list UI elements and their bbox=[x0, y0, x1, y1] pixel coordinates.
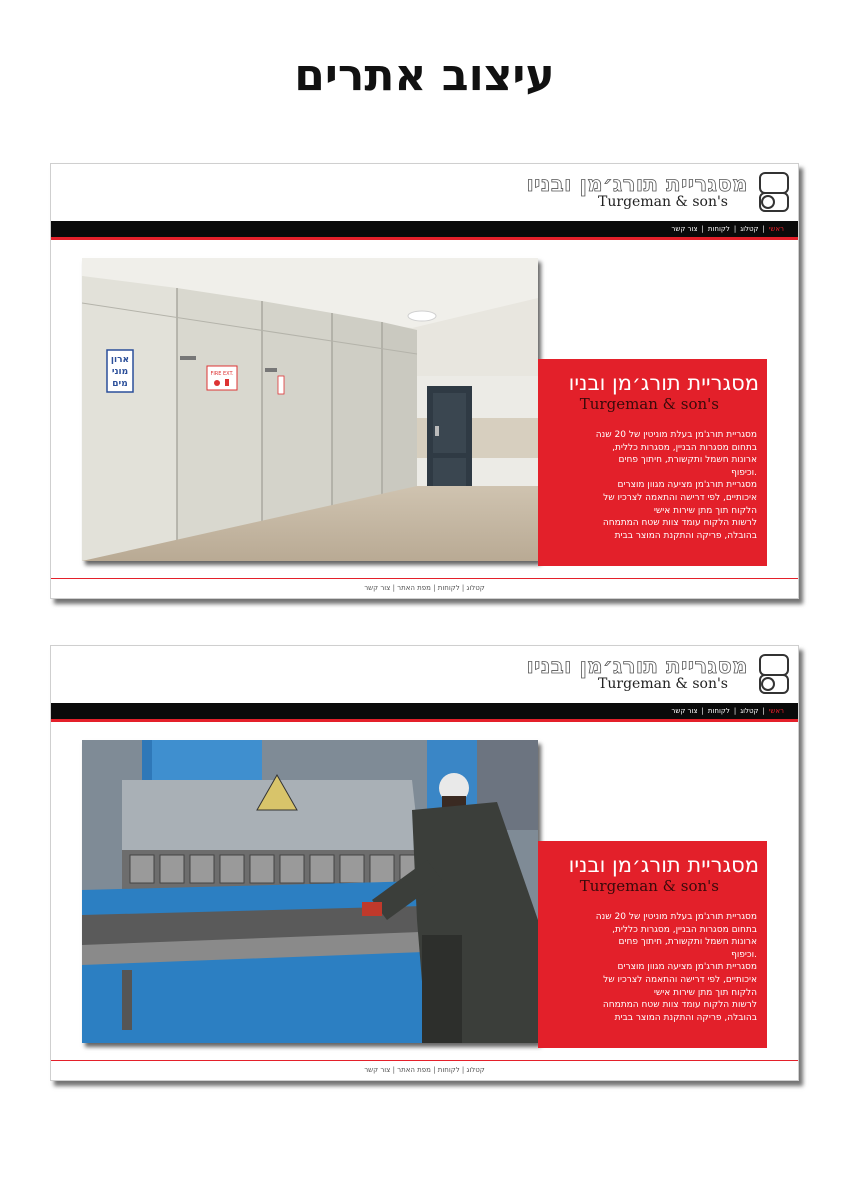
logo-icon bbox=[758, 171, 790, 213]
nav-home[interactable]: ראשי bbox=[768, 225, 784, 233]
website-mockup-2 bbox=[50, 645, 799, 1081]
description-line: הלקוח תוך מתן שירות אישי bbox=[653, 987, 757, 998]
sign-line: ארון bbox=[110, 355, 130, 365]
brand-name-hebrew[interactable]: מסגריית תורג׳מן ובניו bbox=[526, 172, 748, 196]
description-line: לרשות הלקוח עומד צוות שטח המתמחה bbox=[602, 1000, 757, 1011]
description-line: בהובלה, פריקה והתקנת המוצר בבית bbox=[614, 530, 757, 541]
brand-name-english[interactable]: Turgeman & son's bbox=[598, 194, 728, 210]
footer-link-catalog[interactable]: קטלוג bbox=[466, 1066, 485, 1074]
brand-name-hebrew[interactable]: מסגריית תורג׳מן ובניו bbox=[526, 654, 748, 678]
footer-link-clients[interactable]: לקוחות bbox=[437, 584, 460, 592]
nav-home[interactable]: ראשי bbox=[768, 707, 784, 715]
site-header bbox=[51, 646, 798, 703]
brand-name-english[interactable]: Turgeman & son's bbox=[598, 676, 728, 692]
website-mockup-1 bbox=[50, 163, 799, 599]
panel-title-english: Turgeman & son's bbox=[579, 877, 719, 895]
sign-line: מים bbox=[112, 379, 128, 389]
nav-contact[interactable]: צור קשר bbox=[671, 707, 698, 715]
nav-separator: | bbox=[762, 225, 765, 233]
nav-clients[interactable]: לקוחות bbox=[707, 225, 730, 233]
footer-links: קטלוג | לקוחות | מפת האתר | צור קשר bbox=[364, 584, 485, 592]
footer-link-sitemap[interactable]: מפת האתר bbox=[397, 1066, 431, 1074]
press-brake-image bbox=[82, 740, 538, 1043]
fire-sign-label: FIRE EXT. bbox=[210, 371, 234, 377]
description-line: מסגריית תורג'מן מציעה מגוון מוצרים bbox=[617, 962, 757, 973]
description-line: בתחום מסגרות הבניין, מסגרות כללית, bbox=[612, 924, 757, 935]
site-header bbox=[51, 164, 798, 221]
panel-title-hebrew: מסגריית תורג׳מן ובניו bbox=[568, 371, 759, 395]
footer-link-clients[interactable]: לקוחות bbox=[437, 1066, 460, 1074]
footer-link-catalog[interactable]: קטלוג bbox=[466, 584, 485, 592]
description-line: ארונות חשמל ותקשורת, חיתוך פחים bbox=[618, 455, 757, 466]
nav-separator: | bbox=[762, 707, 765, 715]
nav-separator: | bbox=[733, 225, 737, 233]
description-line: מסגריית תורג'מן בעלת מוניטין של 20 שנה bbox=[595, 430, 757, 440]
description-line: .וכיפוף bbox=[731, 467, 757, 478]
description-line: .וכיפוף bbox=[731, 949, 757, 960]
description-line: לרשות הלקוח עומד צוות שטח המתמחה bbox=[602, 518, 757, 529]
nav-bar bbox=[51, 703, 798, 722]
footer-link-sitemap[interactable]: מפת האתר bbox=[397, 584, 431, 592]
panel-title-english: Turgeman & son's bbox=[579, 395, 719, 413]
nav-catalog[interactable]: קטלוג bbox=[740, 707, 759, 715]
description-line: איכותיים, לפי דרישה והתאמה לצרכיו של bbox=[603, 974, 757, 985]
footer-links: קטלוג | לקוחות | מפת האתר | צור קשר bbox=[364, 1066, 485, 1074]
description-line: ארונות חשמל ותקשורת, חיתוך פחים bbox=[618, 937, 757, 948]
nav-contact[interactable]: צור קשר bbox=[671, 225, 698, 233]
nav-separator: | bbox=[701, 225, 704, 233]
sign-line: מוני bbox=[111, 367, 129, 377]
footer-link-contact[interactable]: צור קשר bbox=[364, 1066, 391, 1074]
nav-separator: | bbox=[701, 707, 704, 715]
footer-link-contact[interactable]: צור קשר bbox=[364, 584, 391, 592]
nav-clients[interactable]: לקוחות bbox=[707, 707, 730, 715]
logo-icon bbox=[758, 653, 790, 695]
hero-photo-workshop bbox=[82, 740, 538, 1043]
intro-panel bbox=[538, 359, 767, 566]
page-title: עיצוב אתרים bbox=[294, 50, 555, 101]
corridor-image bbox=[82, 258, 538, 561]
panel-description bbox=[542, 429, 757, 542]
description-line: הלקוח תוך מתן שירות אישי bbox=[653, 505, 757, 516]
description-line: מסגריית תורג'מן מציעה מגוון מוצרים bbox=[617, 480, 757, 491]
panel-title-hebrew: מסגריית תורג׳מן ובניו bbox=[568, 853, 759, 877]
nav-catalog[interactable]: קטלוג bbox=[740, 225, 759, 233]
description-line: מסגריית תורג'מן בעלת מוניטין של 20 שנה bbox=[595, 912, 757, 922]
hero-photo-corridor bbox=[82, 258, 538, 561]
footer-divider bbox=[51, 578, 798, 579]
description-line: איכותיים, לפי דרישה והתאמה לצרכיו של bbox=[603, 492, 757, 503]
panel-description bbox=[542, 911, 757, 1024]
nav-separator: | bbox=[733, 707, 737, 715]
intro-panel bbox=[538, 841, 767, 1048]
description-line: בהובלה, פריקה והתקנת המוצר בבית bbox=[614, 1012, 757, 1023]
nav-bar bbox=[51, 221, 798, 240]
footer-divider bbox=[51, 1060, 798, 1061]
description-line: בתחום מסגרות הבניין, מסגרות כללית, bbox=[612, 442, 757, 453]
